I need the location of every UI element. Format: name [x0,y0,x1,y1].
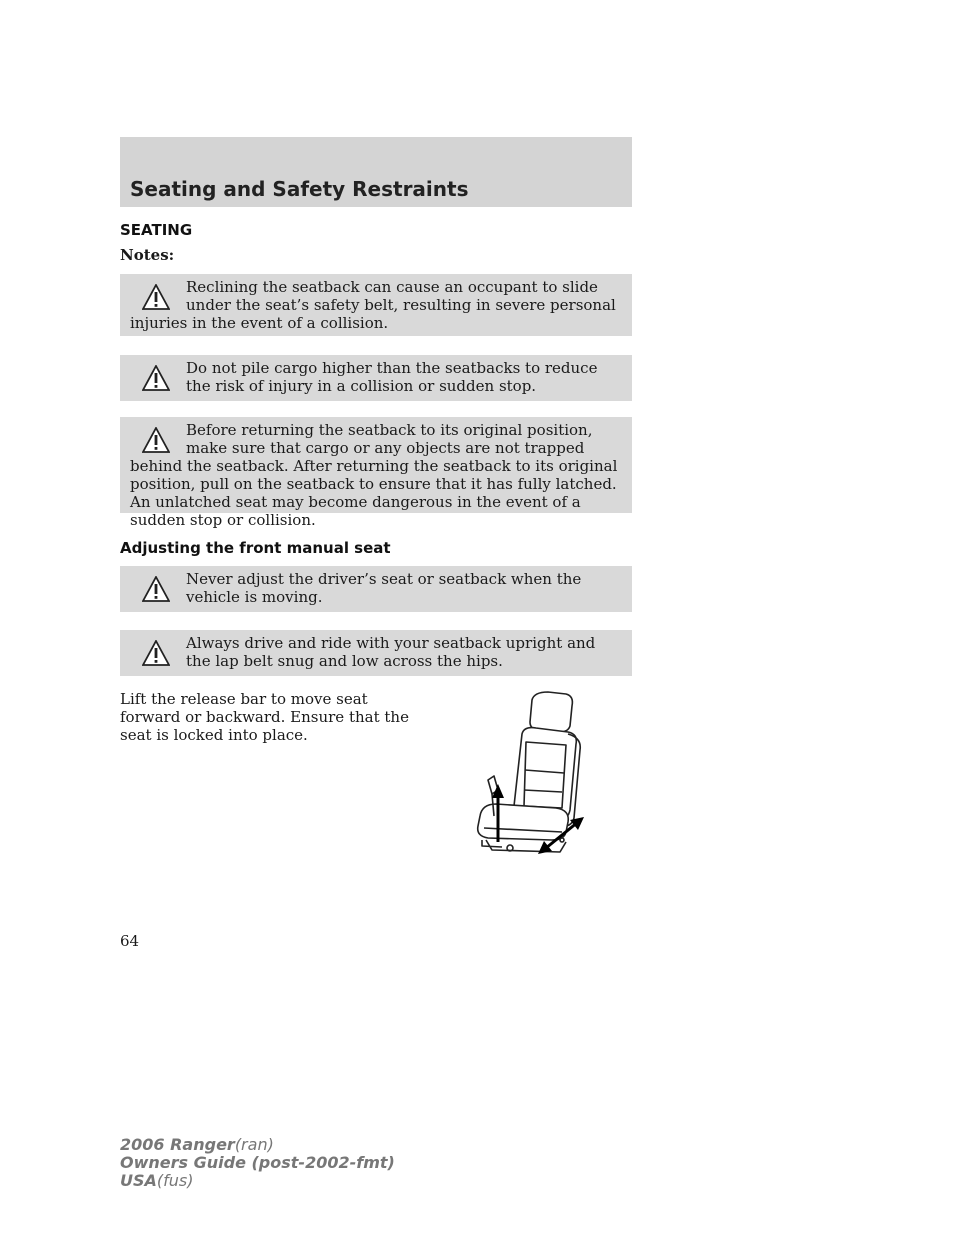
warning-triangle-icon [142,640,170,666]
warning-text: Before returning the seatback to its original position, make sure that cargo or any objects are not trapped behind the seatback. After returning the seatback to its original position, pull on the seatback to ensure that it has fully latched. An unlatched seat may become dangerous in the event of a sudden stop or collision. [130,421,618,529]
section-header-band [120,137,632,207]
warning-box [120,274,632,336]
footer-market: USA [120,1171,157,1190]
warning-box [120,566,632,612]
subsection-heading: Adjusting the front manual seat [120,539,391,557]
warning-box [120,355,632,401]
warning-text: Always drive and ride with your seatback upright and the lap belt snug and low across the hips. [186,634,596,670]
document-footer [120,1136,395,1190]
page-number: 64 [120,932,140,950]
warning-triangle-icon [142,427,170,453]
warning-triangle-icon [142,365,170,391]
warning-triangle-icon [142,284,170,310]
section-heading: SEATING [120,221,193,239]
warning-text: Do not pile cargo higher than the seatbacks to reduce the risk of injury in a collision or sudden stop. [186,359,598,395]
warning-box [120,417,632,529]
footer-model-code: (ran) [234,1135,274,1154]
footer-model: 2006 Ranger [120,1135,235,1154]
notes-label: Notes: [120,246,175,264]
front-seat-illustration [462,690,592,858]
instruction-text: Lift the release bar to move seat forward or backward. Ensure that the seat is locked into place. [120,690,409,744]
warning-text: Never adjust the driver’s seat or seatback when the vehicle is moving. [186,570,582,606]
page-title: Seating and Safety Restraints [130,177,469,201]
warning-text: Reclining the seatback can cause an occupant to slide under the seat’s safety belt, resulting in severe personal injuries in the event of a collision. [130,278,616,332]
footer-market-code: (fus) [156,1171,194,1190]
warning-triangle-icon [142,576,170,602]
footer-guide: Owners Guide (post-2002-fmt) [120,1153,395,1172]
warning-box [120,630,632,676]
